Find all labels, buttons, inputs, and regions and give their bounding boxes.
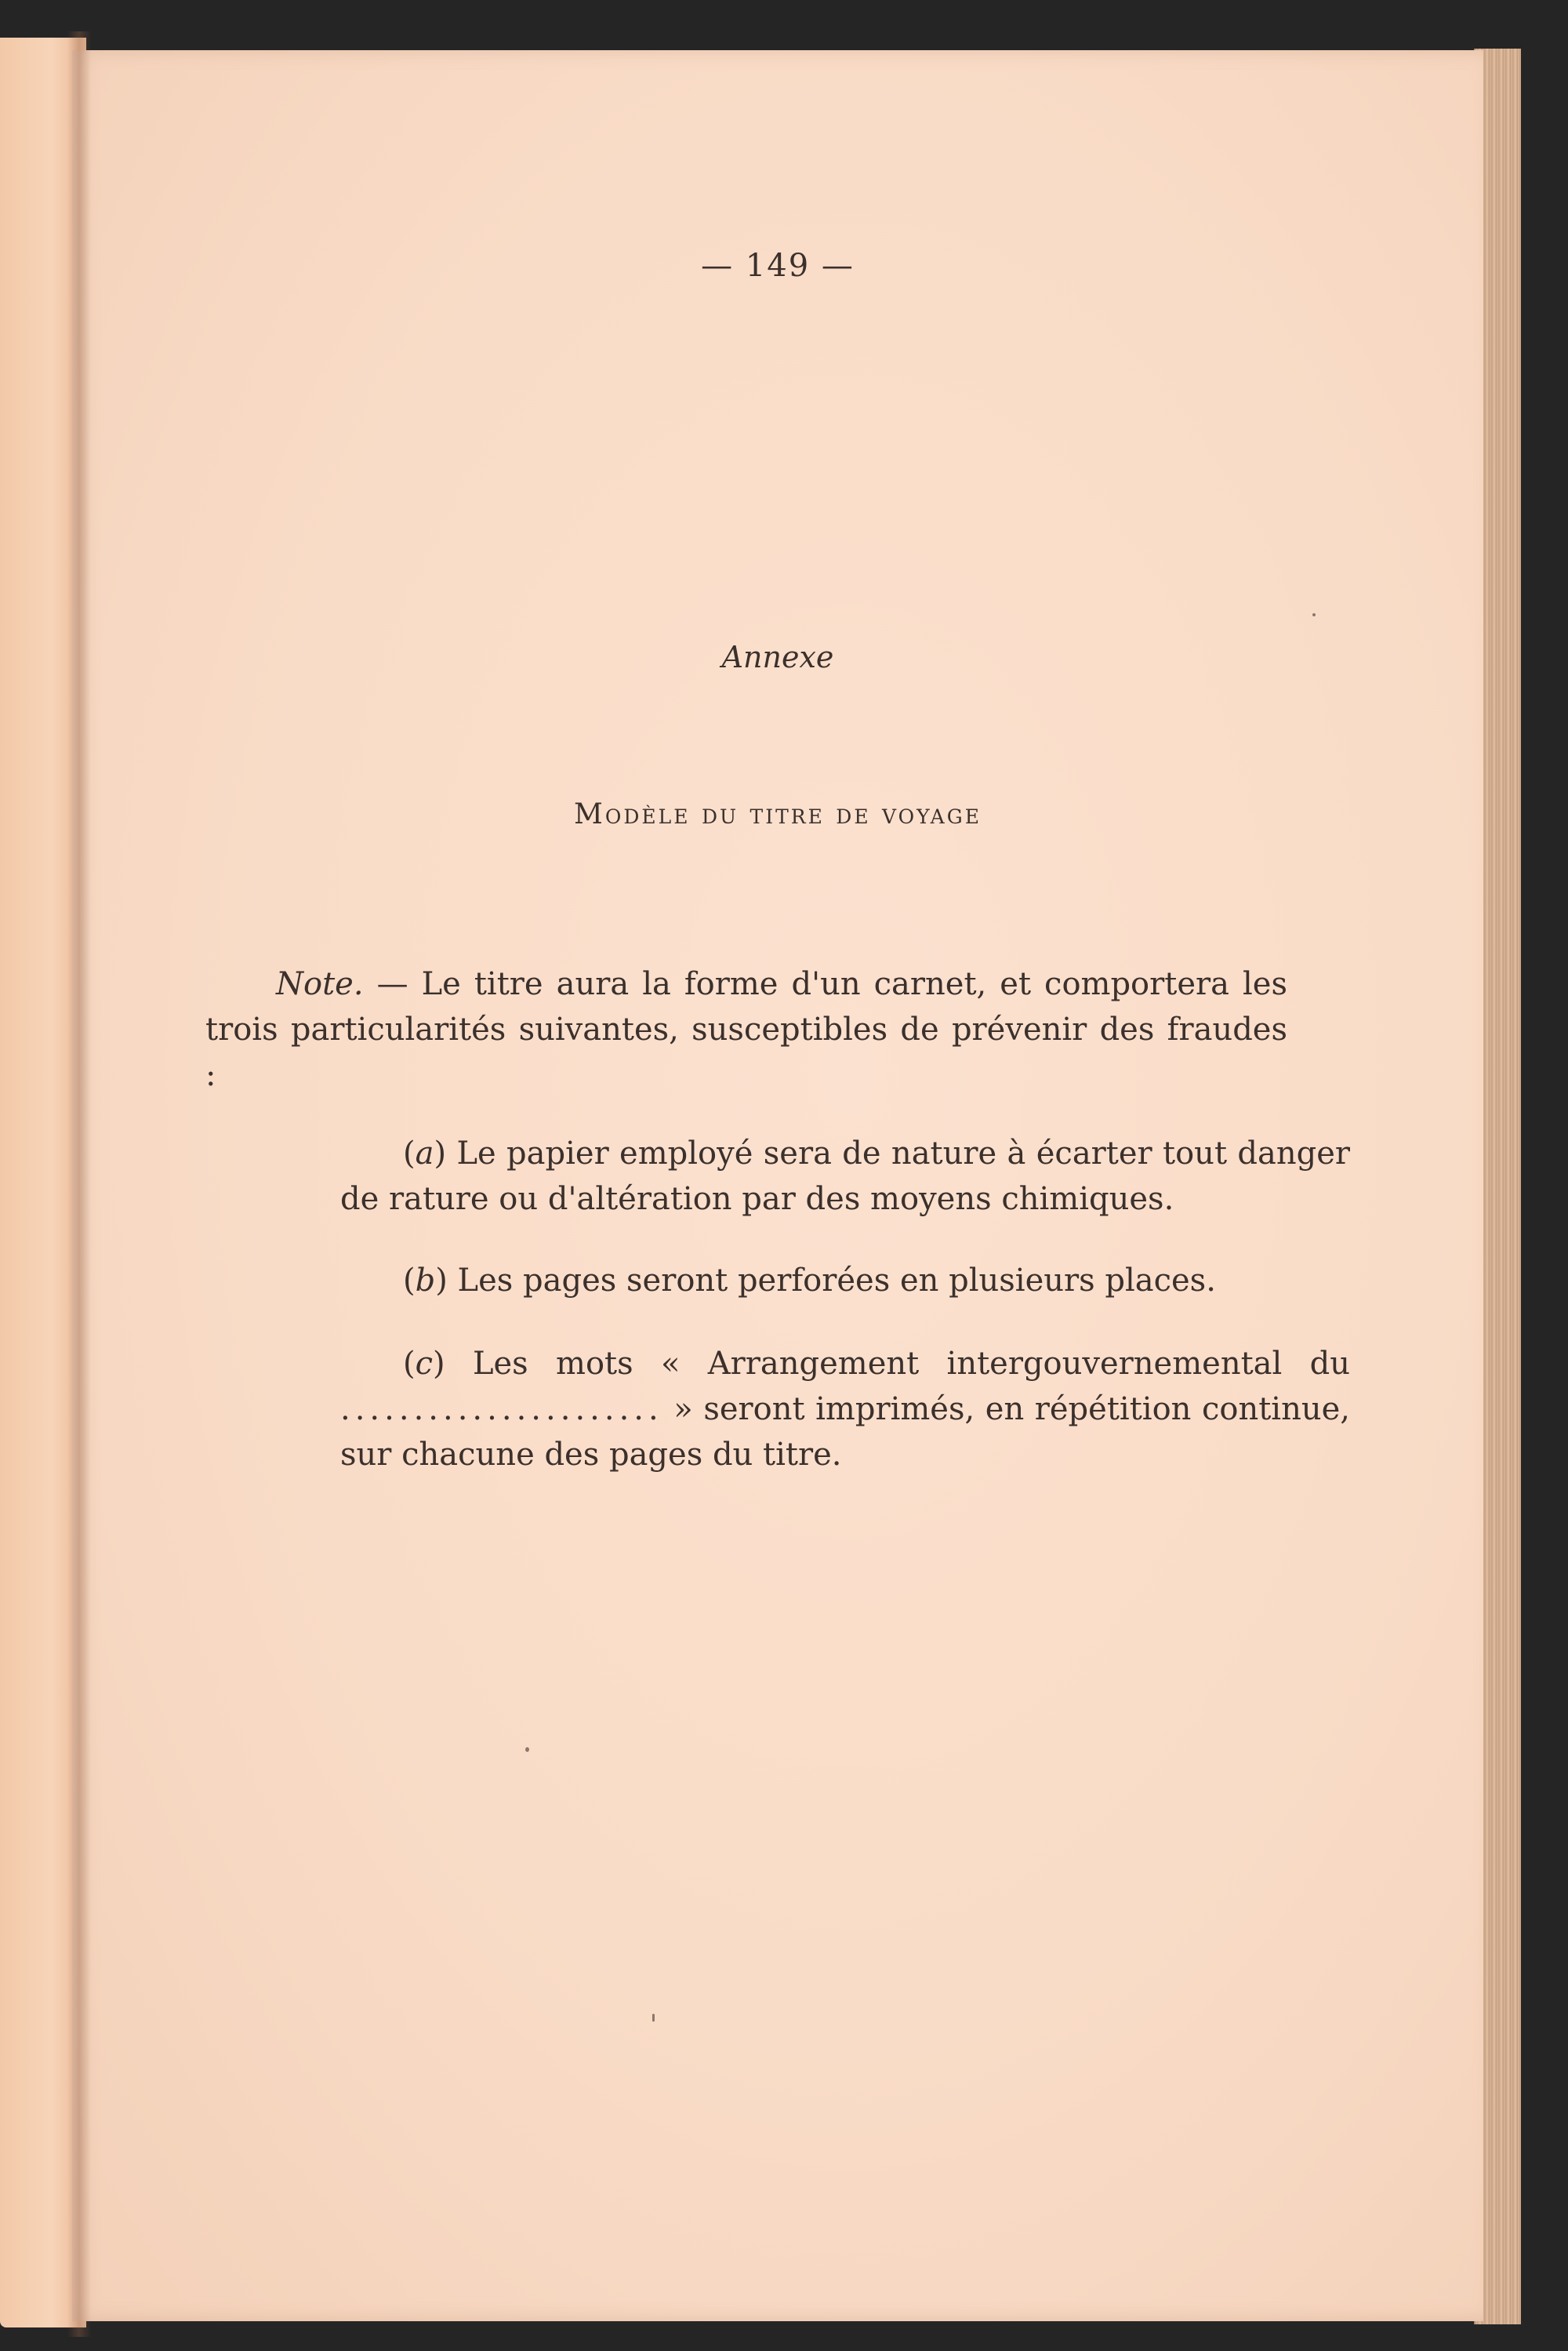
book-gutter-shadow xyxy=(67,31,91,2337)
note-paragraph xyxy=(205,961,1287,1098)
paper-speck xyxy=(1312,613,1316,616)
list-item-b xyxy=(278,1258,1350,1303)
paper-speck xyxy=(525,1747,529,1752)
item-text: Les pages seront perforées en plusieurs places. xyxy=(447,1263,1216,1299)
item-text-after: » seront imprimés, en répétition continue, sur chacune des pages du titre. xyxy=(340,1391,1350,1473)
list-item-c xyxy=(278,1341,1350,1477)
book-page xyxy=(72,50,1483,2321)
note-label: Note. xyxy=(276,966,364,1002)
note-text: — Le titre aura la forme d'un carnet, et comportera les trois particularités suivantes, susceptibles de prévenir des fraudes : xyxy=(205,966,1287,1093)
page-number: — 149 — xyxy=(701,248,855,284)
dotted-leader: ...................... xyxy=(340,1391,663,1427)
item-marker: (a) xyxy=(403,1136,447,1172)
section-title: Modèle du titre de voyage xyxy=(574,798,982,830)
item-marker: (b) xyxy=(403,1263,448,1299)
item-text: Le papier employé sera de nature à écarter tout danger de rature ou d'altération par des moyens chimiques. xyxy=(340,1136,1350,1217)
annex-title: Annexe xyxy=(721,640,834,674)
item-text-before: Les mots « Arrangement intergouvernemental du xyxy=(445,1346,1350,1382)
item-marker: (c) xyxy=(403,1346,445,1382)
list-item-a xyxy=(278,1131,1350,1222)
paper-speck xyxy=(652,2014,655,2022)
